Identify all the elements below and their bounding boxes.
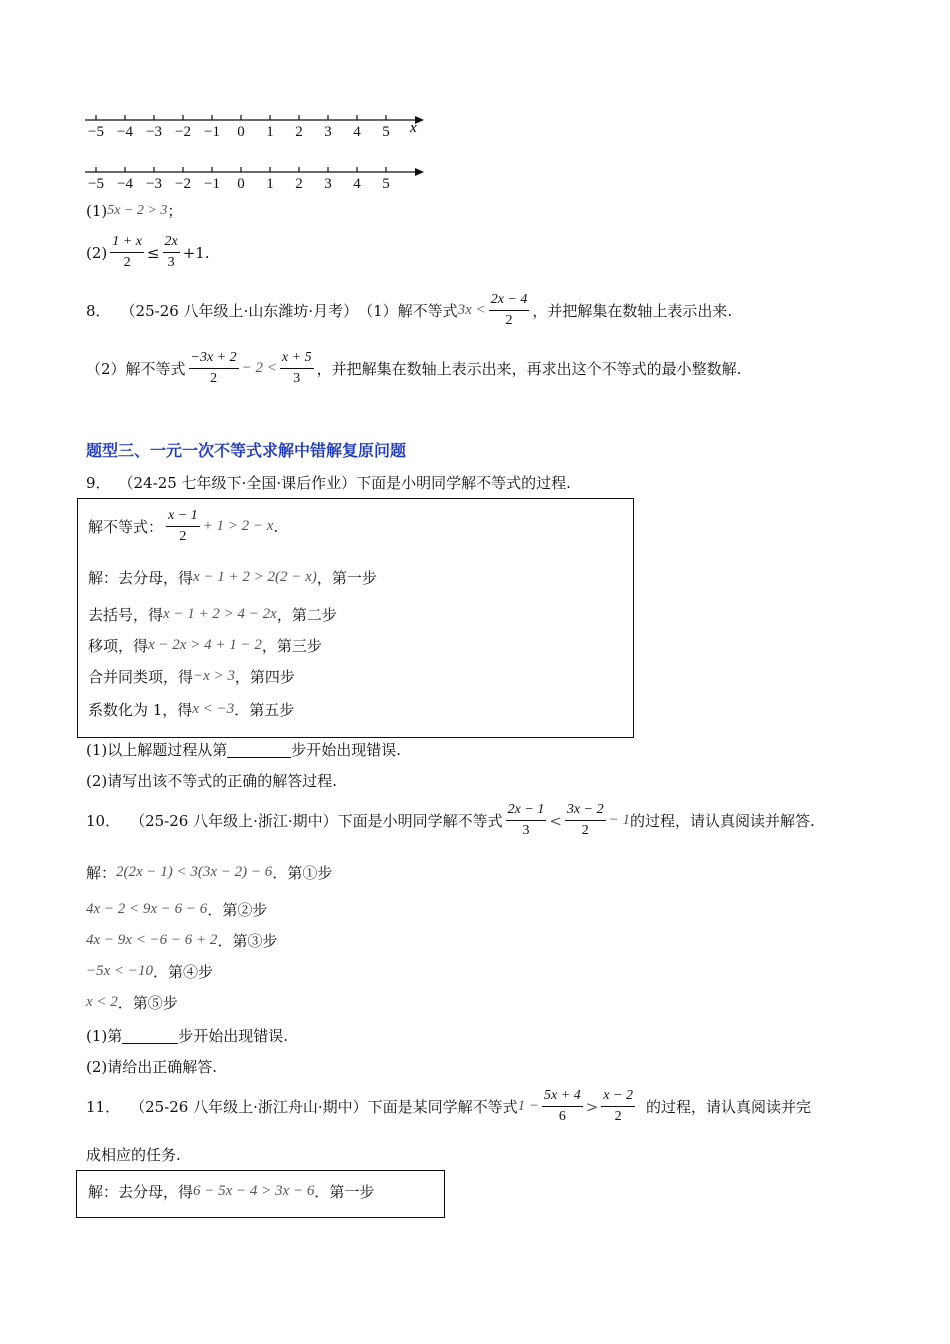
sub-question: 步开始出现错误. (178, 1027, 289, 1045)
step-expr: x − 1 + 2 > 4 − 2x (163, 606, 277, 622)
q10-step4 (86, 961, 213, 982)
q7-part2 (86, 234, 210, 271)
q10-sub2: (2)请给出正确解答. (86, 1058, 218, 1076)
q10-step3 (86, 930, 277, 951)
tick-label: −2 (175, 124, 191, 140)
expr-tail: − 1 (608, 812, 630, 829)
step-expr: −5x < −10 (86, 963, 154, 979)
step-label: ．第五步 (234, 701, 295, 719)
question-text: 的过程，请认真阅读并解答. (629, 812, 815, 831)
q7-part1 (86, 200, 182, 221)
step-expr: x < 2 (86, 994, 118, 1010)
q9-box-step2 (88, 604, 337, 625)
step-text: 解： (86, 864, 117, 882)
tick-label: 1 (266, 124, 274, 140)
question-text: 下面是小明同学解不等式的过程. (356, 474, 571, 492)
tick-label: −3 (146, 124, 162, 140)
sub-question: (1)以上解题过程从第 (86, 741, 228, 759)
q10-step1 (86, 862, 332, 883)
answer-blank[interactable] (122, 1027, 178, 1044)
axis-label-x: x (410, 120, 417, 136)
tick-label: 3 (324, 124, 332, 140)
step-expr: 2(2x − 1) < 3(3x − 2) − 6 (116, 864, 273, 880)
tick-label: −1 (204, 124, 220, 140)
step-expr: 4x − 9x < −6 − 6 + 2 (86, 932, 218, 948)
step-expr: −x > 3 (193, 668, 235, 684)
step-label: ，第二步 (276, 606, 337, 624)
step-text: 合并同类项，得 (88, 668, 194, 686)
q9-box-step5 (88, 699, 294, 720)
step-label: ，第三步 (261, 637, 322, 655)
question-source: （24-25 七年级下·全国·课后作业） (118, 474, 357, 492)
question-text: （2）解不等式 (86, 360, 186, 379)
q11-box-step1 (88, 1181, 374, 1202)
tick-label: 1 (266, 176, 274, 192)
inequality-expr: − 2 < (241, 360, 277, 377)
fraction: $\frac{1 + x}{2}$ (112, 234, 142, 271)
section-title: 题型三、一元一次不等式求解中错解复原问题 (86, 441, 407, 460)
q10-stem (86, 802, 815, 839)
sub-question: (1)第 (86, 1027, 123, 1045)
part-label: (2) (86, 243, 108, 262)
number-line-figure (80, 108, 430, 198)
punctuation: . (204, 243, 210, 262)
step-label: ，第四步 (234, 668, 295, 686)
fraction: $\frac{x - 1}{2}$ (168, 508, 198, 545)
tick-label: 0 (237, 176, 245, 192)
relation-symbol: > (585, 1097, 599, 1116)
tick-label: 5 (382, 124, 390, 140)
tick-label: −3 (146, 176, 162, 192)
question-text: 的过程，请认真阅读并完 (645, 1098, 811, 1117)
q11-stem (86, 1088, 811, 1125)
tick-label: −5 (88, 176, 104, 192)
question-source: （25-26 八年级上·山东潍坊·月考） (120, 302, 359, 321)
step-text: 解：去分母，得 (88, 569, 194, 587)
expr-tail: +1 (182, 243, 205, 262)
fraction: $\frac{-3x + 2}{2}$ (190, 350, 237, 387)
step-label: ．第④步 (153, 963, 214, 981)
q9-box-step3 (88, 635, 322, 656)
tick-label: −1 (204, 176, 220, 192)
question-number: 11． (86, 1098, 121, 1117)
step-text: 系数化为 1，得 (88, 701, 193, 719)
question-number: 10． (86, 812, 121, 831)
punctuation: . (273, 517, 279, 536)
q9-box-step4 (88, 666, 295, 687)
question-text: （1）解不等式 (358, 302, 458, 321)
question-number: 9． (86, 474, 111, 492)
q9-sub2: (2)请写出该不等式的正确的解答过程. (86, 772, 338, 790)
tick-label: 3 (324, 176, 332, 192)
step-text: 移项，得 (88, 637, 149, 655)
number-line-2 (85, 167, 424, 192)
q9-box-line-0 (88, 508, 278, 545)
fraction: $\frac{x - 2}{2}$ (603, 1088, 633, 1125)
q10-step2 (86, 899, 267, 920)
tick-label: −4 (117, 176, 133, 192)
question-number: 8． (86, 302, 111, 321)
inequality-expr: 5x − 2 > 3 (107, 202, 168, 218)
step-expr: x − 2x > 4 + 1 − 2 (148, 637, 262, 653)
q8-part2 (86, 350, 741, 387)
q9-stem (86, 472, 571, 493)
step-expr: 6 − 5x − 4 > 3x − 6 (193, 1183, 315, 1199)
tick-label: −5 (88, 124, 104, 140)
step-expr: x − 1 + 2 > 2(2 − x) (193, 569, 317, 585)
tick-label: 2 (295, 176, 303, 192)
question-text: ，并把解集在数轴上表示出来. (532, 302, 733, 321)
step-text: 去括号，得 (88, 606, 164, 624)
step-label: ．第一步 (314, 1183, 375, 1201)
q9-box-step1 (88, 567, 377, 588)
number-line-1 (85, 115, 424, 140)
step-label: ．第②步 (207, 901, 268, 919)
answer-blank[interactable] (227, 741, 291, 758)
fraction: $\frac{2x - 1}{3}$ (507, 802, 545, 839)
step-expr: x < −3 (192, 701, 235, 717)
arrow-head-icon (415, 168, 424, 176)
tick-label: 4 (353, 124, 361, 140)
step-label: ．第⑤步 (117, 994, 178, 1012)
q8-part1 (86, 292, 732, 329)
question-source: （25-26 八年级上·浙江·期中） (130, 812, 338, 831)
tick-label: 0 (237, 124, 245, 140)
punctuation: ； (167, 202, 183, 220)
fraction: $\frac{x + 5}{3}$ (281, 350, 312, 387)
q10-sub1 (86, 1025, 288, 1046)
sub-question: 步开始出现错误. (291, 741, 402, 759)
fraction: $\frac{3x - 2}{2}$ (566, 802, 604, 839)
question-text: ，并把解集在数轴上表示出来，再求出这个不等式的最小整数解. (316, 360, 742, 379)
relation-symbol: ≤ (146, 243, 160, 262)
tick-label: −2 (175, 176, 191, 192)
relation-symbol: < (549, 811, 562, 830)
tick-label: 2 (295, 124, 303, 140)
tick-label: 5 (382, 176, 390, 192)
step-label: ．第③步 (217, 932, 278, 950)
step-label: ，第一步 (316, 569, 377, 587)
part-label: (1) (86, 201, 108, 220)
step-expr: 4x − 2 < 9x − 6 − 6 (86, 901, 208, 917)
tick-label: 4 (353, 176, 361, 192)
step-text: 解：去分母，得 (88, 1183, 194, 1201)
fraction: $\frac{5x + 4}{6}$ (544, 1088, 581, 1125)
step-label: ．第①步 (272, 864, 333, 882)
question-text: 下面是某同学解不等式 (367, 1098, 518, 1117)
question-text: 下面是小明同学解不等式 (337, 812, 503, 831)
fraction: $\frac{2x}{3}$ (164, 234, 178, 271)
box-text: 解不等式： (88, 518, 164, 537)
question-source: （25-26 八年级上·浙江舟山·期中） (130, 1098, 368, 1117)
q10-step5 (86, 992, 178, 1013)
q11-stem-cont: 成相应的任务. (86, 1146, 181, 1164)
fraction: $\frac{2x - 4}{2}$ (490, 292, 528, 329)
expr-lead: 1 − (517, 1098, 540, 1115)
tick-label: −4 (117, 124, 133, 140)
q9-sub1 (86, 739, 401, 760)
inequality-expr: + 1 > 2 − x (202, 518, 274, 535)
inequality-expr: 3x < (457, 302, 486, 319)
